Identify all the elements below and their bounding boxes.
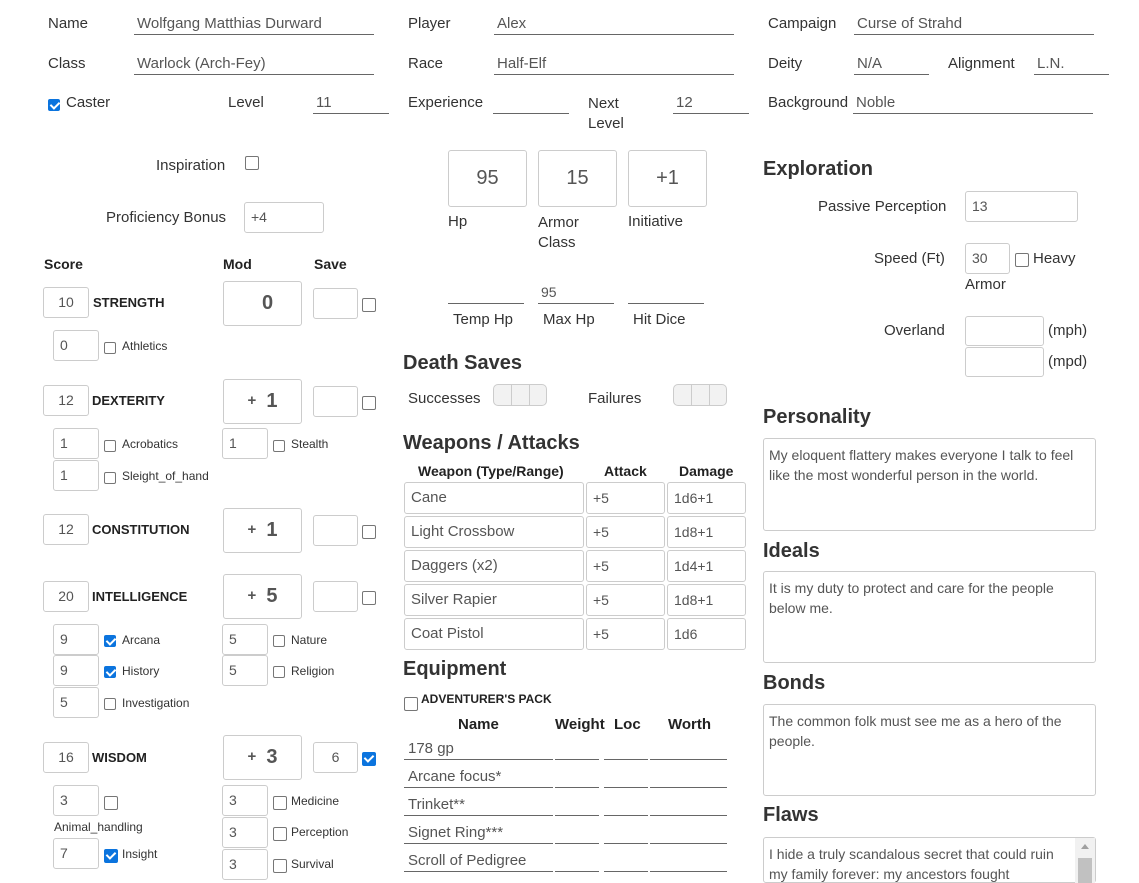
investigation-checkbox[interactable] — [104, 698, 116, 710]
mph-label: (mph) — [1048, 322, 1088, 339]
sleight-label: Sleight_of_hand — [122, 469, 209, 483]
constitution-save-checkbox[interactable] — [362, 525, 376, 539]
equipment-loc[interactable] — [604, 766, 648, 788]
name-label: Name — [48, 15, 89, 32]
successes-toggle[interactable] — [493, 384, 547, 406]
medicine-checkbox[interactable] — [273, 796, 287, 810]
medicine-input[interactable]: 3 — [222, 785, 268, 816]
level-field[interactable]: 11 — [313, 93, 389, 114]
hp-input[interactable]: 95 — [448, 150, 527, 207]
inspiration-checkbox[interactable] — [245, 156, 259, 170]
strength-save-input[interactable] — [313, 288, 358, 319]
stealth-input[interactable]: 1 — [222, 428, 268, 459]
equipment-item[interactable]: Trinket** — [404, 794, 553, 816]
history-input[interactable]: 9 — [53, 655, 99, 686]
strength-score[interactable]: 10 — [43, 287, 89, 318]
caster-label: Caster — [66, 94, 111, 111]
failures-label: Failures — [588, 390, 642, 407]
animal-handling-label: Animal_handling — [54, 820, 143, 834]
personality-textarea[interactable]: My eloquent flattery makes everyone I talk to feel like the most wonderful person in the world. — [763, 438, 1096, 531]
weapon-damage-input[interactable]: 1d6 — [667, 618, 746, 650]
weapon-attack-input[interactable]: +5 — [586, 584, 665, 616]
deity-field[interactable]: N/A — [854, 54, 929, 75]
max-hp-field[interactable]: 95 — [538, 283, 614, 304]
equipment-worth[interactable] — [650, 738, 727, 760]
dexterity-save-checkbox[interactable] — [362, 396, 376, 410]
equipment-worth[interactable] — [650, 850, 727, 872]
background-field[interactable]: Noble — [853, 93, 1093, 114]
inspiration-label: Inspiration — [156, 157, 226, 174]
stealth-checkbox[interactable] — [273, 440, 285, 452]
acrobatics-input[interactable]: 1 — [53, 428, 99, 459]
mod-header: Mod — [223, 256, 252, 272]
alignment-label: Alignment — [948, 55, 1015, 72]
constitution-label: CONSTITUTION — [92, 522, 190, 537]
weapon-attack-input[interactable]: +5 — [586, 516, 665, 548]
equipment-worth[interactable] — [650, 822, 727, 844]
caster-checkbox[interactable] — [48, 99, 60, 111]
arcana-label: Arcana — [122, 633, 161, 647]
constitution-score[interactable]: 12 — [43, 514, 89, 545]
scroll-up-arrow-icon[interactable] — [1081, 844, 1089, 849]
hit-dice-label: Hit Dice — [633, 311, 686, 328]
hp-label: Hp — [448, 213, 468, 230]
equipment-worth[interactable] — [650, 794, 727, 816]
personality-title: Personality — [763, 406, 871, 428]
flaws-textarea[interactable]: I hide a truly scandalous secret that could ruin my family forever: my ancestors fought — [763, 837, 1096, 883]
weapon-attack-input[interactable]: +5 — [586, 482, 665, 514]
successes-label: Successes — [408, 390, 481, 407]
weapons-title: Weapons / Attacks — [403, 432, 580, 454]
athletics-input[interactable]: 0 — [53, 330, 99, 361]
equipment-weight[interactable] — [555, 766, 599, 788]
perception-label: Perception — [291, 825, 349, 839]
max-hp-label: Max Hp — [543, 311, 595, 328]
strength-mod[interactable]: 0 — [223, 281, 302, 326]
equipment-title: Equipment — [403, 658, 507, 680]
speed-input[interactable]: 30 — [965, 243, 1010, 274]
temp-hp-label: Temp Hp — [453, 311, 514, 328]
equipment-loc[interactable] — [604, 794, 648, 816]
strength-save-checkbox[interactable] — [362, 298, 376, 312]
passive-perception-input[interactable]: 13 — [965, 191, 1078, 222]
acrobatics-label: Acrobatics — [122, 437, 179, 451]
equipment-weight[interactable] — [555, 850, 599, 872]
level-label: Level — [228, 94, 264, 111]
deity-label: Deity — [768, 55, 803, 72]
attack-header: Attack — [604, 463, 647, 479]
intelligence-mod[interactable]: + 5 — [223, 574, 302, 619]
wisdom-label: WISDOM — [92, 750, 147, 765]
next-level-field[interactable]: 12 — [673, 93, 749, 114]
weapon-name-input[interactable]: Daggers (x2) — [404, 550, 584, 582]
weapon-header: Weapon (Type/Range) — [418, 463, 564, 479]
arcana-checkbox[interactable] — [104, 635, 116, 647]
alignment-field[interactable]: L.N. — [1034, 54, 1109, 75]
perception-checkbox[interactable] — [273, 827, 287, 841]
equipment-weight[interactable] — [555, 822, 599, 844]
nature-input[interactable]: 5 — [222, 624, 268, 655]
bonds-title: Bonds — [763, 672, 826, 694]
armor-class-label: Armor Class — [538, 214, 579, 251]
mpd-label: (mpd) — [1048, 353, 1088, 370]
armor-class-input[interactable]: 15 — [538, 150, 617, 207]
temp-hp-field[interactable] — [448, 283, 524, 304]
wisdom-save-input[interactable]: 6 — [313, 742, 358, 773]
religion-input[interactable]: 5 — [222, 655, 268, 686]
history-checkbox[interactable] — [104, 666, 116, 678]
exploration-title: Exploration — [763, 158, 874, 180]
background-label: Background — [768, 94, 849, 111]
equipment-item[interactable]: Scroll of Pedigree — [404, 850, 553, 872]
experience-label: Experience — [408, 94, 484, 111]
stealth-label: Stealth — [291, 437, 329, 451]
intelligence-label: INTELLIGENCE — [92, 589, 188, 604]
race-label: Race — [408, 55, 444, 72]
damage-header: Damage — [679, 463, 734, 479]
overland-mph-input[interactable] — [965, 316, 1044, 346]
speed-label: Speed (Ft) — [874, 250, 945, 267]
race-field[interactable]: Half-Elf — [494, 54, 734, 75]
equipment-loc[interactable] — [604, 850, 648, 872]
ideals-title: Ideals — [763, 540, 820, 562]
equipment-item[interactable]: Arcane focus* — [404, 766, 553, 788]
class-field[interactable]: Warlock (Arch-Fey) — [134, 54, 374, 75]
proficiency-input[interactable]: +4 — [244, 202, 324, 233]
armor-label: Armor — [965, 276, 1006, 293]
overland-mpd-input[interactable] — [965, 347, 1044, 377]
intelligence-save-input[interactable] — [313, 581, 358, 612]
save-header: Save — [314, 256, 347, 272]
equipment-weight[interactable] — [555, 738, 599, 760]
sleight-input[interactable]: 1 — [53, 460, 99, 491]
death-saves-title: Death Saves — [403, 352, 522, 374]
equipment-weight[interactable] — [555, 794, 599, 816]
weapon-name-input[interactable]: Light Crossbow — [404, 516, 584, 548]
animal-handling-input[interactable]: 3 — [53, 785, 99, 816]
investigation-label: Investigation — [122, 696, 190, 710]
acrobatics-checkbox[interactable] — [104, 440, 116, 452]
passive-perception-label: Passive Perception — [818, 198, 947, 215]
adventurers-pack-checkbox[interactable] — [404, 697, 418, 711]
dexterity-score[interactable]: 12 — [43, 385, 89, 416]
initiative-input[interactable]: +1 — [628, 150, 707, 207]
nature-label: Nature — [291, 633, 328, 647]
dexterity-label: DEXTERITY — [92, 393, 165, 408]
equipment-item[interactable]: 178 gp — [404, 738, 553, 760]
constitution-mod[interactable]: + 1 — [223, 508, 302, 553]
intelligence-save-checkbox[interactable] — [362, 591, 376, 605]
investigation-input[interactable]: 5 — [53, 687, 99, 718]
weapon-damage-input[interactable]: 1d8+1 — [667, 584, 746, 616]
adventurers-pack-label: ADVENTURER'S PACK — [421, 692, 552, 706]
weapon-attack-input[interactable]: +5 — [586, 618, 665, 650]
weapon-damage-input[interactable]: 1d8+1 — [667, 516, 746, 548]
equipment-item[interactable]: Signet Ring*** — [404, 822, 553, 844]
sleight-checkbox[interactable] — [104, 472, 116, 484]
survival-checkbox[interactable] — [273, 859, 287, 873]
equipment-worth[interactable] — [650, 766, 727, 788]
equipment-loc[interactable] — [604, 822, 648, 844]
overland-label: Overland — [884, 322, 945, 339]
nature-checkbox[interactable] — [273, 635, 285, 647]
scrollbar-thumb[interactable] — [1078, 858, 1092, 883]
athletics-label: Athletics — [122, 339, 168, 353]
perception-input[interactable]: 3 — [222, 817, 268, 848]
history-label: History — [122, 664, 160, 678]
equip-loc-header: Loc — [614, 716, 641, 733]
strength-label: STRENGTH — [93, 295, 165, 310]
dexterity-save-input[interactable] — [313, 386, 358, 417]
arcana-input[interactable]: 9 — [53, 624, 99, 655]
equip-weight-header: Weight — [555, 716, 605, 733]
weapon-name-input[interactable]: Silver Rapier — [404, 584, 584, 616]
heavy-armor-checkbox[interactable] — [1015, 253, 1029, 267]
weapon-attack-input[interactable]: +5 — [586, 550, 665, 582]
next-level-label: Next Level — [588, 95, 624, 132]
flaws-title: Flaws — [763, 804, 819, 826]
ideals-textarea[interactable]: It is my duty to protect and care for the people below me. — [763, 571, 1096, 663]
failures-toggle[interactable] — [673, 384, 727, 406]
constitution-save-input[interactable] — [313, 515, 358, 546]
weapon-name-input[interactable]: Cane — [404, 482, 584, 514]
bonds-textarea[interactable]: The common folk must see me as a hero of the people. — [763, 704, 1096, 796]
equip-name-header: Name — [458, 716, 499, 733]
initiative-label: Initiative — [628, 213, 684, 230]
equip-worth-header: Worth — [668, 716, 712, 733]
dexterity-mod[interactable]: + 1 — [223, 379, 302, 424]
hit-dice-field[interactable] — [628, 283, 704, 304]
weapon-damage-input[interactable]: 1d6+1 — [667, 482, 746, 514]
weapon-name-input[interactable]: Coat Pistol — [404, 618, 584, 650]
survival-input[interactable]: 3 — [222, 849, 268, 880]
experience-field[interactable] — [493, 93, 569, 114]
intelligence-score[interactable]: 20 — [43, 581, 89, 612]
player-field[interactable]: Alex — [494, 14, 734, 35]
class-label: Class — [48, 55, 86, 72]
athletics-checkbox[interactable] — [104, 342, 116, 354]
score-header: Score — [44, 256, 83, 272]
campaign-field[interactable]: Curse of Strahd — [854, 14, 1094, 35]
wisdom-score[interactable]: 16 — [43, 742, 89, 773]
player-label: Player — [408, 15, 451, 32]
insight-checkbox[interactable] — [104, 849, 118, 863]
proficiency-label: Proficiency Bonus — [106, 209, 227, 226]
religion-label: Religion — [291, 664, 335, 678]
insight-label: Insight — [122, 847, 158, 861]
religion-checkbox[interactable] — [273, 666, 285, 678]
equipment-loc[interactable] — [604, 738, 648, 760]
animal-handling-checkbox[interactable] — [104, 796, 118, 810]
heavy-label: Heavy — [1033, 250, 1076, 267]
wisdom-mod[interactable]: + 3 — [223, 735, 302, 780]
name-field[interactable]: Wolfgang Matthias Durward — [134, 14, 374, 35]
wisdom-save-checkbox[interactable] — [362, 752, 376, 766]
survival-label: Survival — [291, 857, 334, 871]
medicine-label: Medicine — [291, 794, 340, 808]
insight-input[interactable]: 7 — [53, 838, 99, 869]
flaws-scrollbar[interactable] — [1075, 838, 1095, 883]
campaign-label: Campaign — [768, 15, 837, 32]
weapon-damage-input[interactable]: 1d4+1 — [667, 550, 746, 582]
